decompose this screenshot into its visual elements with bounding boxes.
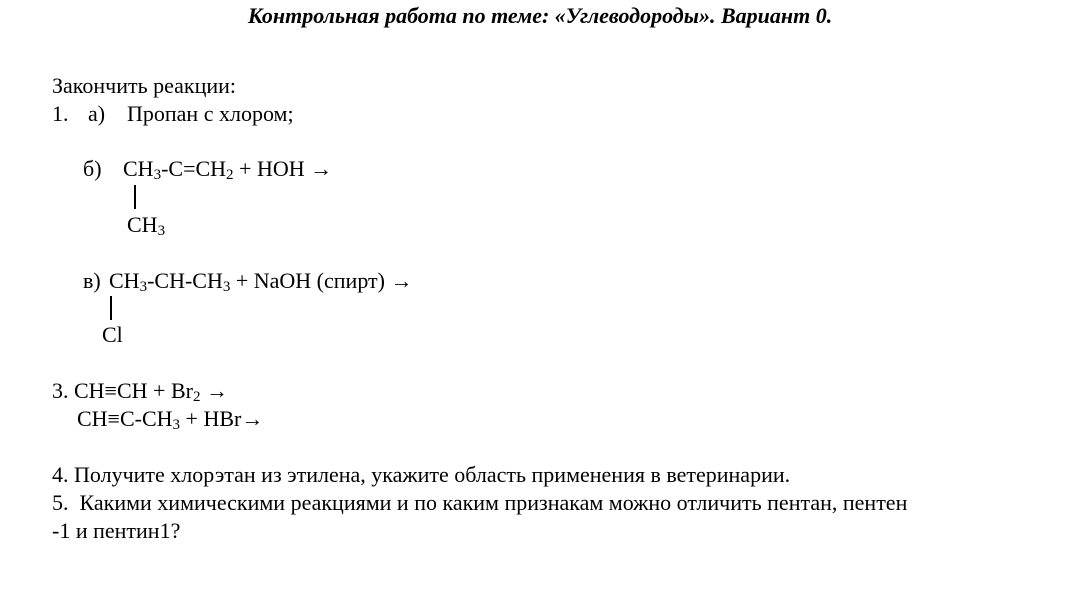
question-3-line-2 xyxy=(77,406,263,432)
question-1c-branch: Cl xyxy=(102,322,123,347)
question-3-line-1 xyxy=(52,378,228,404)
formula-subscript: 3 xyxy=(222,279,231,295)
question-4: 4. Получите хлорэтан из этилена, укажите область применения в ветеринарии. xyxy=(52,462,791,487)
formula-text: → xyxy=(200,378,228,403)
question-5-line-1: 5. Какими химическими реакциями и по каким признакам можно отличить пентан, пентен xyxy=(52,490,908,515)
page-title: Контрольная работа по теме: «Углеводороды». Вариант 0. xyxy=(247,3,833,28)
formula-subscript: 3 xyxy=(153,167,162,183)
question-1a-label: а) xyxy=(88,101,106,126)
formula-text: + HBr→ xyxy=(180,406,264,431)
formula-subscript: 2 xyxy=(226,167,234,183)
formula-text: 3. CH≡CH + Br xyxy=(52,378,193,403)
question-1b-equation xyxy=(123,156,332,182)
formula-text: -CH-CH xyxy=(147,268,223,293)
question-1-number: 1. xyxy=(52,101,69,126)
question-1b-branch xyxy=(127,212,165,238)
bond-line xyxy=(110,296,112,320)
formula-subscript: 3 xyxy=(157,223,166,239)
question-1c-label: в) xyxy=(83,268,101,293)
question-1a-text: Пропан с хлором; xyxy=(127,101,294,126)
bond-line xyxy=(134,185,136,209)
formula-subscript: 3 xyxy=(139,279,148,295)
formula-text: + HOH → xyxy=(233,156,333,181)
formula-text: CH xyxy=(109,268,140,293)
formula-text: CH≡C-CH xyxy=(77,406,173,431)
formula-subscript: 2 xyxy=(192,389,201,405)
question-1c-equation xyxy=(109,268,412,294)
formula-text: CH xyxy=(123,156,154,181)
question-5-line-2: -1 и пентин1? xyxy=(52,518,181,543)
instruction-text: Закончить реакции: xyxy=(52,73,237,98)
formula-text: + NaOH (спирт) → xyxy=(230,268,413,293)
formula-subscript: 3 xyxy=(172,417,181,433)
question-1b-label: б) xyxy=(83,156,102,181)
formula-text: CH xyxy=(127,212,158,237)
formula-text: -C=CH xyxy=(161,156,227,181)
